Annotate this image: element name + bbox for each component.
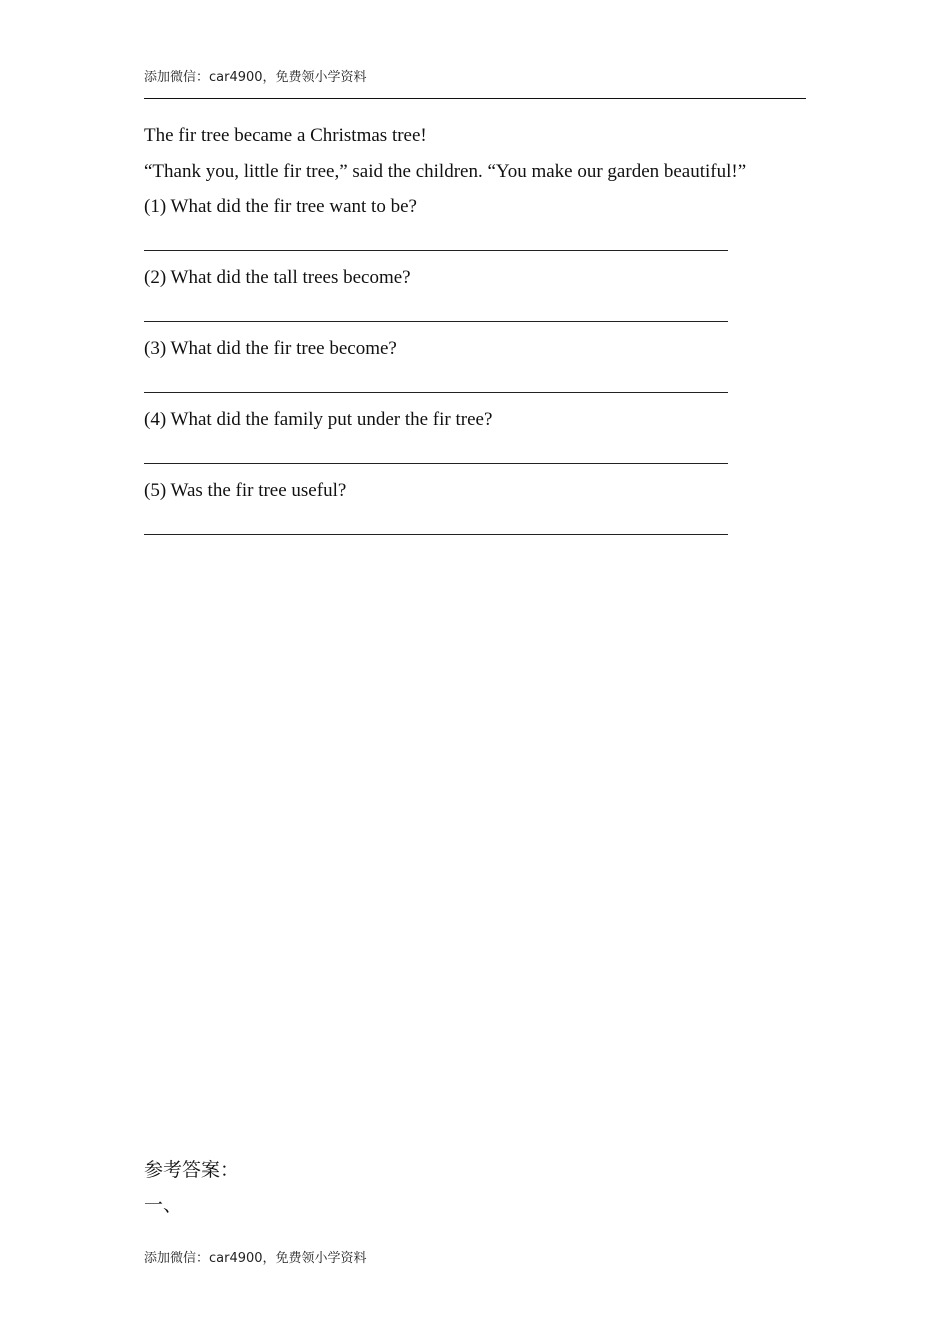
question-1: (1) What did the fir tree want to be? (144, 196, 417, 217)
story-line-2: “Thank you, little fir tree,” said the children. “You make our garden beautiful!” (144, 161, 747, 182)
answers-part-1: 一、 (144, 1194, 183, 1216)
answers-title: 参考答案： (144, 1159, 240, 1181)
question-5: (5) Was the fir tree useful? (144, 480, 347, 501)
answer-line-3[interactable] (144, 392, 728, 393)
page-footer: 添加微信：car4900，免费领小学资料 (144, 1251, 367, 1266)
answer-line-5[interactable] (144, 534, 728, 535)
story-line-1: The fir tree became a Christmas tree! (144, 125, 427, 146)
question-2: (2) What did the tall trees become? (144, 267, 411, 288)
question-4: (4) What did the family put under the fir tree? (144, 409, 493, 430)
answer-line-2[interactable] (144, 321, 728, 322)
answer-line-1[interactable] (144, 250, 728, 251)
question-3: (3) What did the fir tree become? (144, 338, 397, 359)
header-divider (144, 98, 806, 99)
answer-line-4[interactable] (144, 463, 728, 464)
page-header: 添加微信：car4900，免费领小学资料 (144, 70, 367, 85)
